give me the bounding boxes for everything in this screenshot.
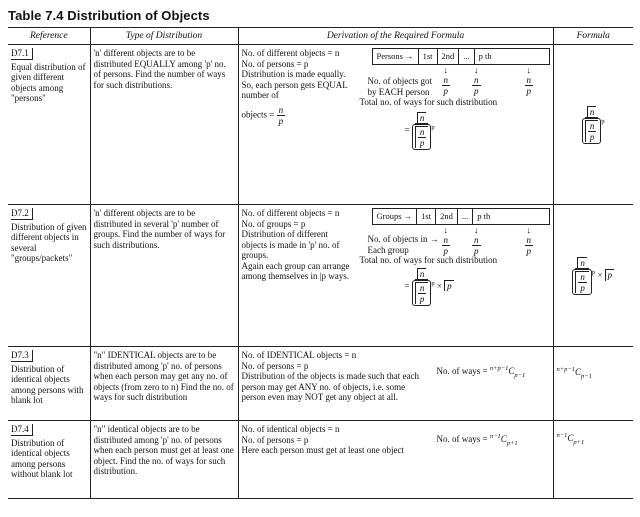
table-row: [8, 205, 633, 347]
ways-label: No. of ways =: [436, 434, 488, 444]
derivation-line: Distribution of the objects is made such that each person may get ANY no. of objects, i.e. some person even may NOT get any object at all.: [241, 371, 419, 402]
box-cell: 2nd: [435, 209, 457, 224]
box-cell: 2nd: [437, 49, 459, 64]
box-cell: ...: [458, 49, 473, 64]
reference-code: D7.4: [11, 424, 33, 436]
total-line: Total no. of ways for such distribution: [359, 255, 498, 265]
derivation-note: No. of objects in → Each group: [367, 234, 439, 255]
box-cell: 1st: [416, 209, 435, 224]
ways-formula: $^{n+p-1}C_{p-1}$: [489, 365, 526, 379]
derivation-line: Again each group can arrange among themselves in |p ways.: [241, 260, 350, 281]
formula-cell: $\frac{n}{\frac{n}{p}}$ $^p$: [553, 45, 633, 205]
distribution-table: [8, 27, 633, 499]
type-cell: 'n' different objects are to be distributed in several 'p' number of groups. Find the number of ways for such distributions.: [90, 205, 238, 347]
header-row: [8, 28, 633, 45]
total-formula: = $\frac{n}{\frac{n}{p}}$ $^p$ × p: [404, 268, 452, 304]
derivation-line: No. of persons = p: [241, 58, 309, 69]
arrow-fractions: ↓ n p ↓ n p ↓ n p: [443, 65, 531, 96]
formula-cell: $\frac{n}{\frac{n}{p}}$ $^p$ × p: [553, 205, 633, 347]
table-title: Table 7.4 Distribution of Objects: [8, 8, 210, 23]
table-row: [8, 421, 633, 499]
reference-cell: [8, 421, 90, 499]
formula-cell: [553, 421, 633, 499]
derivation-line: No. of persons = p: [241, 360, 309, 371]
reference-cell: [8, 205, 90, 347]
box-cell: ...: [457, 209, 472, 224]
header-derivation: Derivation of the Required Formula: [238, 28, 553, 45]
reference-code: D7.3: [11, 350, 33, 362]
box-cell: p th: [474, 49, 496, 64]
reference-desc: Distribution of identical objects among persons with blank lot: [11, 363, 84, 405]
derivation-line: Here each person must get at least one object: [241, 445, 404, 455]
formula-expression: $^{n-1}C_{p+1}$: [556, 432, 585, 446]
groups-box-row: [372, 208, 550, 225]
derivation-line: No. of different objects = n: [241, 48, 340, 58]
header-formula: Formula: [553, 28, 633, 45]
derivation-line: No. of identical objects = n: [241, 424, 340, 434]
derivation-line: Distribution of different objects is made in 'p' no. of groups.: [241, 229, 340, 260]
ways-formula: $^{n-1}C_{p+1}$: [489, 433, 518, 447]
reference-cell: [8, 45, 90, 205]
derivation-cell: [238, 421, 553, 499]
reference-desc: Distribution of given different objects in several "groups/packets": [11, 221, 87, 263]
type-cell: 'n' different objects are to be distributed EQUALLY among 'p' no. of persons. Find the number of ways for such distributions.: [90, 45, 238, 205]
formula-cell: [553, 347, 633, 421]
derivation-cell: [238, 347, 553, 421]
formula-expression: $^{n+p-1}C_{p-1}$: [556, 366, 592, 380]
reference-desc: Distribution of identical objects among persons without blank lot: [11, 437, 73, 479]
persons-box-row: [372, 48, 550, 65]
reference-cell: [8, 347, 90, 421]
derivation-line: No. of different objects = n: [241, 208, 340, 218]
reference-desc: Equal distribution of given different objects among "persons": [11, 61, 86, 103]
table-row: [8, 45, 633, 205]
derivation-line: No. of persons = p: [241, 434, 309, 445]
derivation-line: Distribution is made equally. So, each person gets EQUAL number of: [241, 69, 348, 100]
derivation-note: No. of objects got by EACH person: [367, 76, 432, 97]
total-line: Total no. of ways for such distribution: [359, 97, 498, 107]
box-label: Groups →: [376, 211, 413, 221]
derivation-cell: [238, 205, 553, 347]
type-cell: "n" identical objects are to be distributed among 'p' no. of persons when each person must get at least one object. Find the no. of ways for such distribution.: [90, 421, 238, 499]
formula-expression: $\frac{n}{\frac{n}{p}}$: [582, 106, 602, 144]
table-row: [8, 347, 633, 421]
reference-code: D7.2: [11, 208, 33, 220]
derivation-line: No. of IDENTICAL objects = n: [241, 350, 357, 360]
box-cell: 1st: [418, 49, 437, 64]
derivation-line: objects =: [241, 109, 275, 120]
box-label: Persons →: [376, 51, 414, 61]
formula-expression: $\frac{n}{\frac{n}{p}}$: [572, 257, 592, 295]
derivation-cell: [238, 45, 553, 205]
fraction-n-over-p: $\frac{n}{p}$: [278, 104, 284, 126]
arrow-fractions: ↓ n p ↓ n p ↓ n p: [443, 225, 531, 256]
header-type: Type of Distribution: [90, 28, 238, 45]
derivation-line: No. of groups = p: [241, 218, 306, 229]
type-cell: "n" IDENTICAL objects are to be distributed among 'p' no. of persons when each person may get any no. of objects (from zero to n) Find the no. of ways for such distribution: [90, 347, 238, 421]
total-formula: = $\frac{n}{\frac{n}{p}}$ $^p$: [404, 112, 435, 148]
box-cell: p th: [472, 209, 494, 224]
reference-code: D7.1: [11, 48, 33, 60]
header-reference: Reference: [8, 28, 90, 45]
ways-label: No. of ways =: [436, 366, 488, 376]
